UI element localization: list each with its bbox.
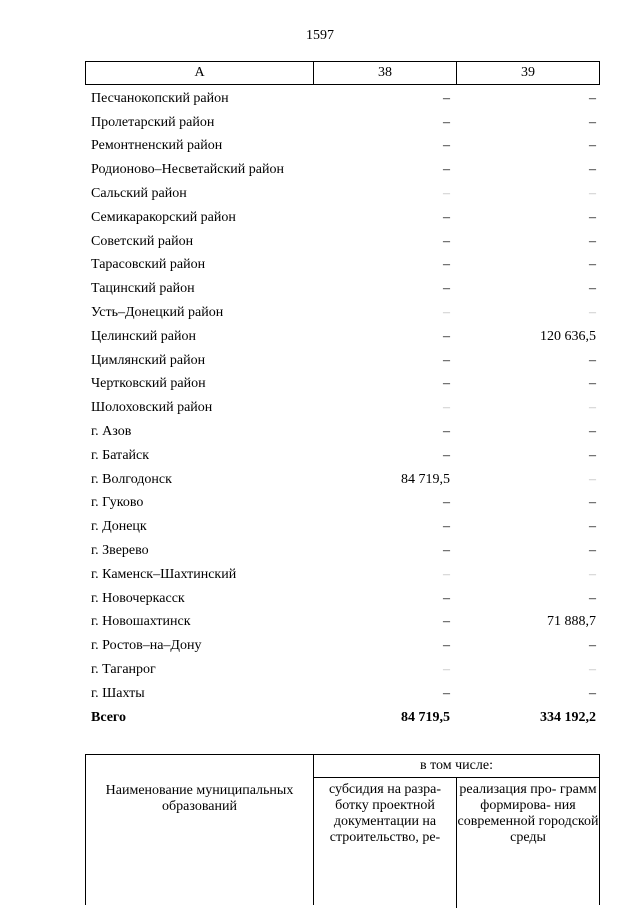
municipality-name: г. Азов xyxy=(91,424,132,440)
municipality-name: Семикаракорский район xyxy=(91,209,236,225)
value-39: – xyxy=(589,209,596,225)
total-38: 84 719,5 xyxy=(401,709,450,725)
table-row xyxy=(85,277,600,301)
value-39: – xyxy=(589,543,596,559)
value-38: – xyxy=(443,495,450,511)
table-row xyxy=(85,492,600,516)
value-39: – xyxy=(589,424,596,440)
table-row xyxy=(85,349,600,373)
table-row xyxy=(85,396,600,420)
municipality-name: Чертковский район xyxy=(91,376,206,392)
value-38: – xyxy=(443,328,450,344)
value-39: – xyxy=(589,114,596,130)
table-row xyxy=(85,206,600,230)
municipality-name-header xyxy=(86,755,314,905)
table-header xyxy=(85,61,600,85)
value-39: – xyxy=(589,376,596,392)
table-body xyxy=(85,87,600,730)
value-38: – xyxy=(443,614,450,630)
value-38: – xyxy=(443,685,450,701)
value-38: – xyxy=(443,257,450,273)
value-38: – xyxy=(443,90,450,106)
municipality-name: Советский район xyxy=(91,233,194,249)
table-row xyxy=(85,634,600,658)
municipality-name: г. Шахты xyxy=(91,685,145,701)
municipality-name: г. Батайск xyxy=(91,447,150,463)
value-39: – xyxy=(589,590,596,606)
municipality-name: г. Новочеркасск xyxy=(91,590,185,606)
value-39: – xyxy=(589,138,596,154)
value-39: – xyxy=(589,662,596,678)
column-header-38: 38 xyxy=(314,62,457,84)
table-row xyxy=(85,420,600,444)
value-39: – xyxy=(589,186,596,202)
municipality-name: г. Зверево xyxy=(91,543,149,559)
value-39: – xyxy=(589,257,596,273)
table-row xyxy=(85,301,600,325)
table-row xyxy=(85,539,600,563)
table-row xyxy=(85,515,600,539)
municipality-name: Пролетарский район xyxy=(91,114,215,130)
municipality-name: г. Новошахтинск xyxy=(91,614,191,630)
table-row xyxy=(85,658,600,682)
value-38: – xyxy=(443,400,450,416)
value-38: – xyxy=(443,662,450,678)
value-39: – xyxy=(589,305,596,321)
table-row xyxy=(85,111,600,135)
total-label: Всего xyxy=(91,709,126,725)
value-38: – xyxy=(443,519,450,535)
municipality-name: Сальский район xyxy=(91,186,187,202)
table-row xyxy=(85,444,600,468)
value-39: 120 636,5 xyxy=(540,328,596,344)
table-row xyxy=(85,563,600,587)
value-38: – xyxy=(443,186,450,202)
table-row xyxy=(85,158,600,182)
value-39: – xyxy=(589,281,596,297)
table-row xyxy=(85,682,600,706)
municipality-name: г. Каменск–Шахтинский xyxy=(91,566,237,582)
value-39: – xyxy=(589,233,596,249)
including-header: в том числе: xyxy=(314,755,599,778)
value-38: – xyxy=(443,209,450,225)
value-38: – xyxy=(443,424,450,440)
value-38: – xyxy=(443,638,450,654)
municipality-name: Родионово–Несветайский район xyxy=(91,162,284,178)
value-39: – xyxy=(589,352,596,368)
value-39: – xyxy=(589,638,596,654)
page-number: 1597 xyxy=(306,28,334,43)
municipality-name: Цимлянский район xyxy=(91,352,206,368)
value-39: 71 888,7 xyxy=(547,614,596,630)
municipality-name: Целинский район xyxy=(91,328,196,344)
value-38: – xyxy=(443,305,450,321)
value-38: 84 719,5 xyxy=(401,471,450,487)
value-38: – xyxy=(443,138,450,154)
value-38: – xyxy=(443,447,450,463)
value-38: – xyxy=(443,281,450,297)
table-row xyxy=(85,587,600,611)
municipality-name: г. Донецк xyxy=(91,519,147,535)
table-row xyxy=(85,254,600,278)
value-39: – xyxy=(589,400,596,416)
value-39: – xyxy=(589,90,596,106)
municipality-name-label: Наименование муниципальных образований xyxy=(105,783,294,814)
municipality-name: Шолоховский район xyxy=(91,400,213,416)
value-38: – xyxy=(443,543,450,559)
total-row xyxy=(85,706,600,730)
subsidy-design-header: субсидия на разра- ботку проектной документации на строительство, ре- xyxy=(314,778,457,908)
column-header-39: 39 xyxy=(521,65,535,80)
table-row xyxy=(85,373,600,397)
municipality-name: г. Волгодонск xyxy=(91,471,172,487)
municipality-name: Ремонтненский район xyxy=(91,138,223,154)
value-39: – xyxy=(589,471,596,487)
table-row xyxy=(85,87,600,111)
municipality-name: Тарасовский район xyxy=(91,257,206,273)
value-38: – xyxy=(443,590,450,606)
municipality-name: Тацинский район xyxy=(91,281,195,297)
table-row xyxy=(85,182,600,206)
municipality-name: г. Гуково xyxy=(91,495,144,511)
municipality-name: Песчанокопский район xyxy=(91,90,229,106)
municipality-name: г. Ростов–на–Дону xyxy=(91,638,202,654)
second-table-header xyxy=(85,754,600,905)
value-39: – xyxy=(589,685,596,701)
value-38: – xyxy=(443,233,450,249)
value-39: – xyxy=(589,162,596,178)
table-row xyxy=(85,468,600,492)
value-39: – xyxy=(589,447,596,463)
value-38: – xyxy=(443,114,450,130)
value-38: – xyxy=(443,162,450,178)
table-row xyxy=(85,611,600,635)
municipality-name: Усть–Донецкий район xyxy=(91,305,224,321)
table-row xyxy=(85,230,600,254)
value-38: – xyxy=(443,376,450,392)
value-39: – xyxy=(589,495,596,511)
column-header-a: А xyxy=(86,62,314,84)
table-row xyxy=(85,135,600,159)
value-39: – xyxy=(589,566,596,582)
value-39: – xyxy=(589,519,596,535)
value-38: – xyxy=(443,352,450,368)
total-39: 334 192,2 xyxy=(540,709,596,725)
municipality-name: г. Таганрог xyxy=(91,662,156,678)
value-38: – xyxy=(443,566,450,582)
urban-environment-header: реализация про- грамм формирова- ния современной городской среды xyxy=(457,782,599,845)
table-row xyxy=(85,325,600,349)
